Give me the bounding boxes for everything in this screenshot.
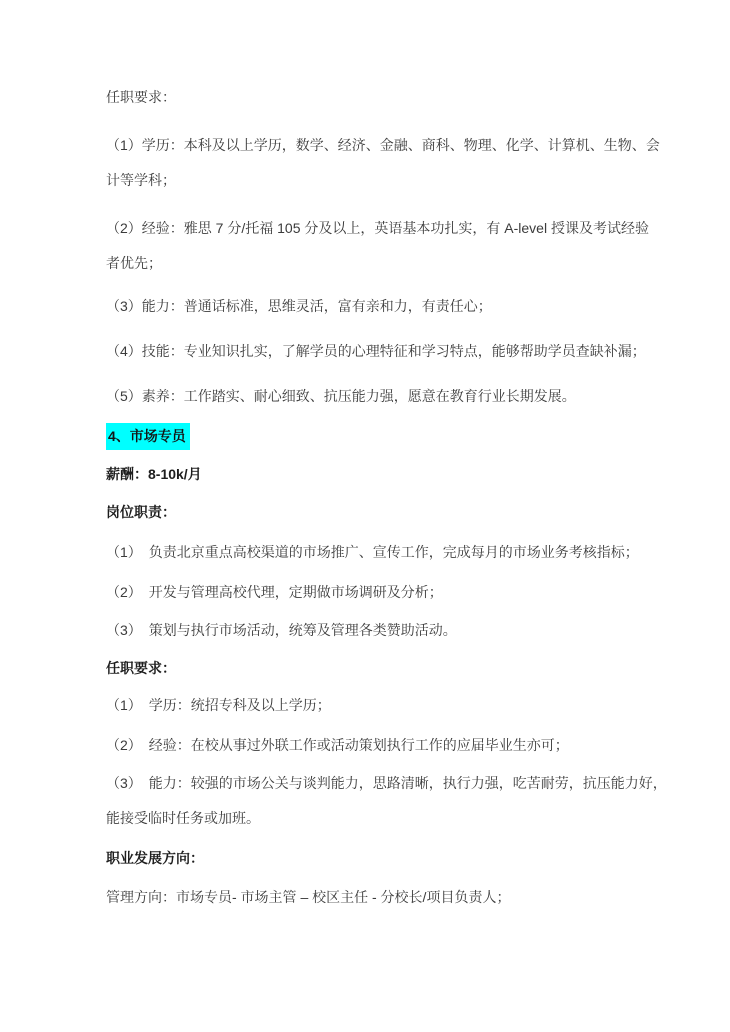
text-line: 管理方向：市场专员- 市场主管 – 校区主任 - 分校长/项目负责人； [106, 889, 511, 905]
text-line: （3） 策划与执行市场活动，统筹及管理各类赞助活动。 [106, 622, 457, 638]
job-section-heading-highlight: 4、市场专员 [106, 423, 190, 450]
text-line: 任职要求： [106, 89, 176, 105]
market-requirement-item-3 [106, 766, 666, 836]
teacher-requirement-item-4 [106, 334, 666, 369]
market-duty-item-2 [106, 575, 666, 610]
market-career-title [106, 841, 666, 876]
text-line: 薪酬：8-10k/月 [106, 466, 202, 482]
text-line: 者优先； [106, 255, 162, 271]
teacher-requirement-item-1 [106, 128, 666, 198]
text-line: （3） 能力：较强的市场公关与谈判能力，思路清晰，执行力强，吃苦耐劳，抗压能力好， [106, 775, 667, 791]
text-line: 职业发展方向： [106, 850, 204, 866]
text-line: （3）能力：普通话标准，思维灵活，富有亲和力，有责任心； [106, 298, 492, 314]
market-duties-title [106, 495, 666, 530]
text-line: （2） 开发与管理高校代理，定期做市场调研及分析； [106, 584, 443, 600]
market-requirements-title [106, 651, 666, 686]
teacher-requirement-item-5 [106, 379, 666, 414]
text-line: （1） 负责北京重点高校渠道的市场推广、宣传工作，完成每月的市场业务考核指标； [106, 544, 639, 560]
text-line: （2） 经验：在校从事过外联工作或活动策划执行工作的应届毕业生亦可； [106, 737, 569, 753]
market-duty-item-3 [106, 613, 666, 648]
teacher-requirement-item-3 [106, 289, 666, 324]
market-salary [106, 457, 666, 492]
market-heading-row [106, 419, 666, 454]
text-line: （4）技能：专业知识扎实，了解学员的心理特征和学习特点，能够帮助学员查缺补漏； [106, 343, 646, 359]
text-line: 能接受临时任务或加班。 [106, 810, 260, 826]
text-line: （5）素养：工作踏实、耐心细致、抗压能力强，愿意在教育行业长期发展。 [106, 388, 576, 404]
market-duty-item-1 [106, 535, 666, 570]
text-line: 任职要求： [106, 660, 176, 676]
text-line: 岗位职责： [106, 504, 176, 520]
text-line: （1） 学历：统招专科及以上学历； [106, 697, 331, 713]
text-line: （2）经验：雅思 7 分/托福 105 分及以上，英语基本功扎实，有 A-level 授课及考试经验 [106, 220, 649, 236]
text-line: 计等学科； [106, 172, 176, 188]
teacher-requirement-item-2 [106, 211, 666, 281]
text-line [106, 419, 666, 454]
market-requirement-item-1 [106, 688, 666, 723]
market-requirement-item-2 [106, 728, 666, 763]
text-line: （1）学历：本科及以上学历，数学、经济、金融、商科、物理、化学、计算机、生物、会 [106, 137, 660, 153]
market-career-path [106, 880, 666, 915]
teacher-requirements-title [106, 80, 666, 115]
